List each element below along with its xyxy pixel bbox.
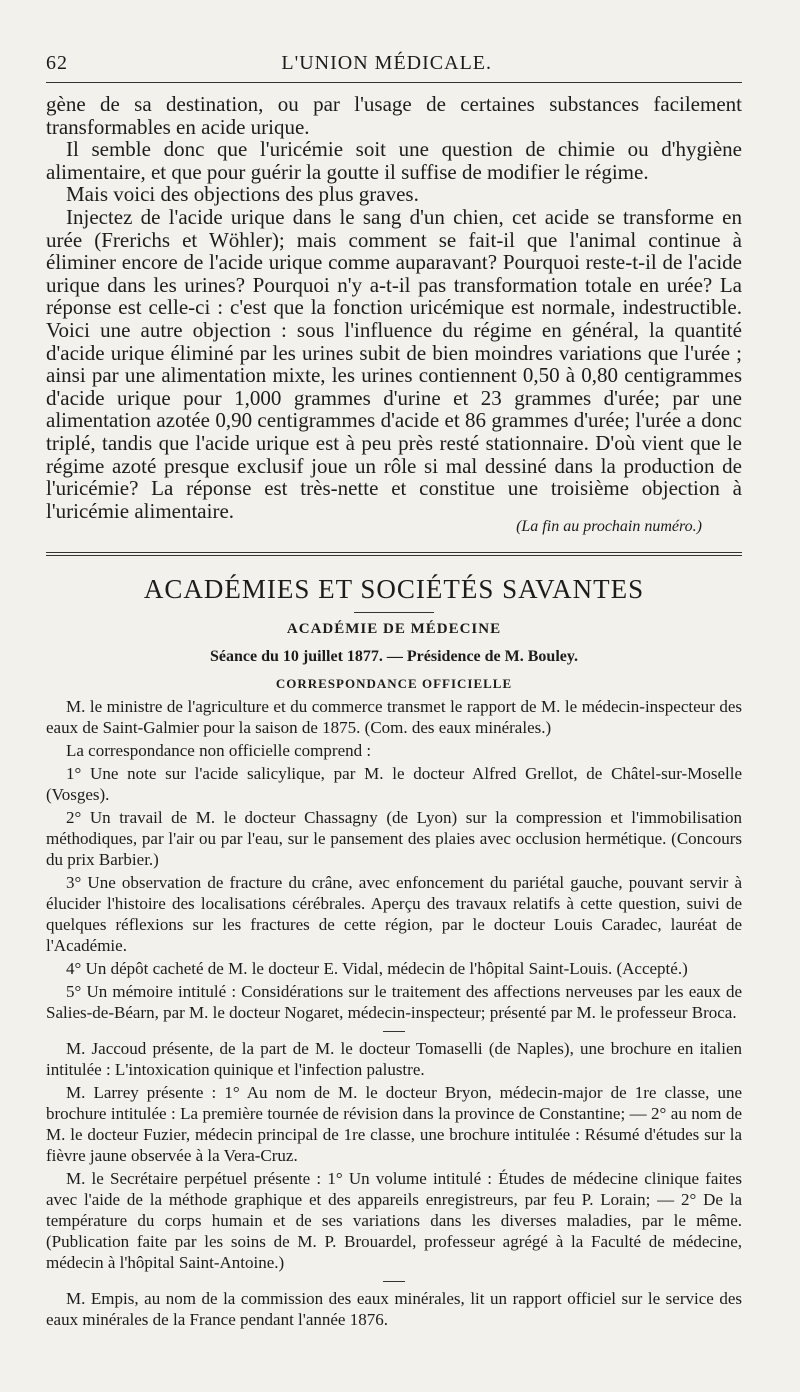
correspondence-heading: CORRESPONDANCE OFFICIELLE (275, 676, 513, 692)
separator-rule (383, 1031, 405, 1032)
correspondence-item: 4° Un dépôt cacheté de M. le docteur E. Vidal, médecin de l'hôpital Saint-Louis. (Accepté.) (66, 959, 688, 979)
article-paragraph: Injectez de l'acide urique dans le sang d'un chien, cet acide se transforme en urée (Frerichs et Wöhler); mais comment se fait-il que l'animal continue à éliminer encore de l'acide urique comme auparavant? Pourquoi reste-t-il de l'acide urique dans les urines? Pourquoi n'y a-t-il pas transformation totale en urée? La réponse est celle-ci : c'est que la fonction uricémique est normale, indestructible. Voici une autre objection : sous l'influence du régime en général, la quantité d'acide urique éliminé par les urines subit de bien moindres variations que l'urée ; ainsi par une alimentation mixte, les urines contiennent 0,50 à 0,80 centigrammes d'acide urique pour 1,000 grammes d'urine et 23 grammes d'urée; par une alimentation azotée 0,90 centigrammes d'acide et 86 grammes d'urée; l'urée a donc triplé, tandis que l'acide urique est à peu près resté stationnaire. D'où vient que le régime azoté presque exclusif joue un rôle si mal dessiné dans la production de l'uricémie? La réponse est très-nette et constitue une troisième objection à l'uricémie alimentaire. (46, 204, 742, 523)
section-divider (46, 552, 742, 556)
separator-rule (383, 1281, 405, 1282)
section-title: ACADÉMIES ET SOCIÉTÉS SAVANTES (143, 574, 645, 605)
correspondence-item: 2° Un travail de M. le docteur Chassagny (de Lyon) sur la compression et l'immobilisation méthodiques, par l'air ou par l'eau, sur le pansement des plaies avec occlusion hermétique. (Concours du prix Barbier.) (46, 808, 742, 870)
presentation-paragraph: M. Jaccoud présente, de la part de M. le docteur Tomaselli (de Naples), une brochure en italien intitulée : L'intoxication quinique et l'infection palustre. (46, 1039, 742, 1080)
presentation-paragraph: M. le Secrétaire perpétuel présente : 1° Un volume intitulé : Études de médecine clinique faites avec l'aide de la méthode graphique et des appareils enregistreurs, par feu P. Lorain; — 2° De la température du corps humain et de ses variations dans les diverses maladies, par le même. (Publication faite par les soins de M. P. Brouardel, professeur agrégé à la Faculté de médecine, médecin à l'hôpital Saint-Antoine.) (46, 1169, 742, 1273)
official-correspondence: M. le ministre de l'agriculture et du commerce transmet le rapport de M. le médecin-inspecteur des eaux de Saint-Galmier pour la saison de 1875. (Com. des eaux minérales.) (46, 697, 742, 738)
article-body (46, 93, 742, 522)
header-rule (46, 82, 742, 83)
seance-line: Séance du 10 juillet 1877. — Présidence de M. Bouley. (210, 648, 578, 666)
journal-title: L'UNION MÉDICALE. (281, 52, 492, 74)
running-head (46, 52, 742, 80)
correspondence-item: 3° Une observation de fracture du crâne, avec enfoncement du pariétal gauche, pouvant servir à élucider l'histoire des localisations cérébrales. Aperçu des travaux relatifs à cette question, suivi de quelques réflexions sur les fractures de cette région, par le docteur Louis Caradec, lauréat de l'Académie. (46, 873, 742, 956)
nonofficial-intro: La correspondance non officielle comprend : (66, 741, 372, 761)
continuation-note: (La fin au prochain numéro.) (516, 518, 702, 536)
article-paragraph: gène de sa destination, ou par l'usage de certaines substances facilement transformables en acide urique. (46, 92, 742, 139)
article-paragraph: Mais voici des objections des plus graves. (66, 182, 419, 207)
document-page (46, 52, 742, 1332)
presentation-paragraph: M. Larrey présente : 1° Au nom de M. le docteur Bryon, médecin-major de 1re classe, une brochure intitulée : La première tournée de révision dans la province de Constantine; — 2° au nom de M. le docteur Fuzier, médecin principal de 1re classe, une brochure intitulée : Résumé d'études sur la fièvre jaune observée à la Vera-Cruz. (46, 1083, 742, 1166)
page-number: 62 (46, 52, 68, 74)
report-paragraph: M. Empis, au nom de la commission des eaux minérales, lit un rapport officiel sur le service des eaux minérales de la France pendant l'année 1876. (46, 1289, 742, 1330)
proceedings-body (46, 696, 742, 1330)
correspondence-item: 1° Une note sur l'acide salicylique, par M. le docteur Alfred Grellot, de Châtel-sur-Moselle (Vosges). (46, 764, 742, 805)
title-rule (354, 612, 434, 613)
correspondence-item: 5° Un mémoire intitulé : Considérations sur le traitement des affections nerveuses par les eaux de Salies-de-Béarn, par M. le docteur Nogaret, médecin-inspecteur; présenté par M. le professeur Broca. (46, 982, 742, 1023)
academy-subtitle: ACADÉMIE DE MÉDECINE (286, 621, 502, 638)
article-paragraph: Il semble donc que l'uricémie soit une question de chimie ou d'hygiène alimentaire, et que pour guérir la goutte il suffise de modifier le régime. (46, 137, 742, 184)
